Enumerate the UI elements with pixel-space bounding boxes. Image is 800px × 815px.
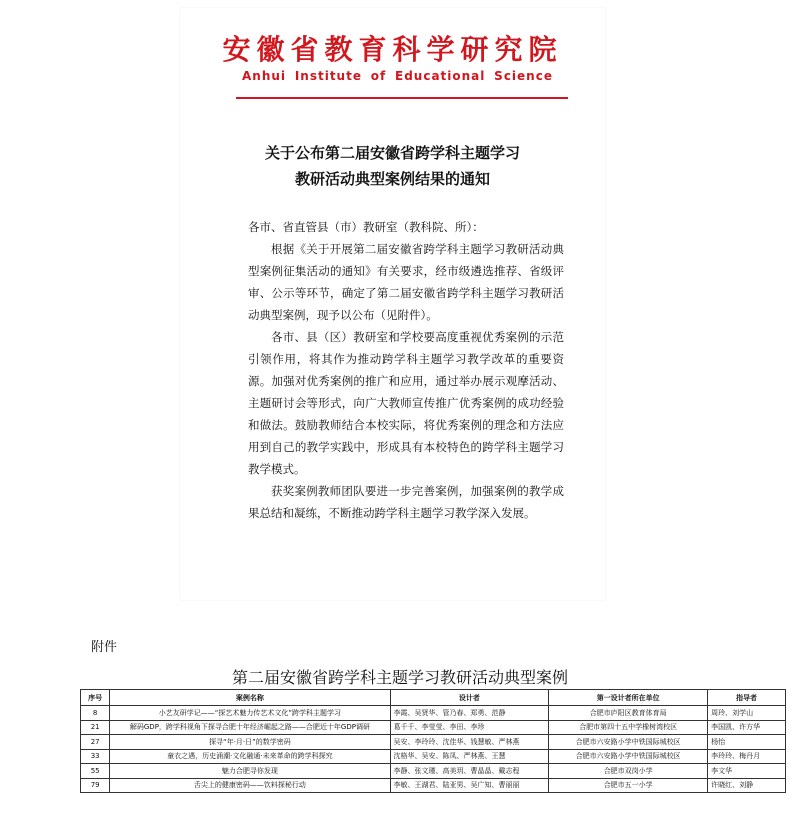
cell-number: 27: [81, 735, 110, 750]
notice-body: [248, 216, 564, 524]
table-row: [81, 749, 786, 764]
cell-designers: 沈格华、吴安、陈凤、严林燕、王慧: [390, 749, 549, 764]
body-paragraph: 根据《关于开展第二届安徽省跨学科主题学习教研活动典型案例征集活动的通知》有关要求，经市级遴选推荐、省级评审、公示等环节，确定了第二届安徽省跨学科主题学习教研活动典型案例，现予以公布（见附件）。: [248, 242, 564, 322]
institute-name-cn: 安徽省教育科学研究院: [222, 33, 563, 66]
institute-en-word: Science: [494, 69, 553, 83]
cell-advisors: 李国凯、许方华: [708, 720, 786, 735]
cell-case-name: 童衣之遇，历史涌潮·文化融通·未来革命的跨学科探究: [110, 749, 390, 764]
body-paragraph: 各市、县（区）教研室和学校要高度重视优秀案例的示范引领作用，将其作为推动跨学科主题学习教学改革的重要资源。加强对优秀案例的推广和应用，通过举办展示观摩活动、主题研讨会等形式，向广大教师宣传推广优秀案例的成功经验和做法。鼓励教师结合本校实际，将优秀案例的理念和方法应用到自己的教学实践中，形成具有本校特色的跨学科主题学习教学模式。: [248, 330, 564, 476]
cases-table: [80, 689, 786, 793]
cell-unit: 合肥市六安路小学中铁国际城校区: [549, 749, 708, 764]
header-number: 序号: [81, 690, 110, 706]
cell-designers: 李霞、吴贤华、管乃春、郑勇、范静: [390, 706, 549, 721]
cell-unit: 合肥市六安路小学中铁国际城校区: [549, 735, 708, 750]
institute-en-word: Institute: [294, 69, 362, 83]
notice-document: [180, 8, 605, 600]
notice-title: [180, 140, 605, 192]
cell-advisors: 李文华: [708, 764, 786, 779]
notice-title-line: 教研活动典型案例结果的通知: [294, 170, 490, 188]
header-advisors: 指导者: [708, 690, 786, 706]
header-case-name: 案例名称: [110, 690, 390, 706]
cell-unit: 合肥市第四十五中学橡树湾校区: [549, 720, 708, 735]
cell-case-name: 小艺友研学记——“探艺术魅力传艺术文化”跨学科主题学习: [110, 706, 390, 721]
institute-en-word: Anhui: [242, 69, 287, 83]
cell-unit: 合肥市五一小学: [549, 778, 708, 793]
table-row: [81, 706, 786, 721]
cell-unit: 合肥市庐阳区教育体育局: [549, 706, 708, 721]
institute-en-word: of: [370, 69, 387, 83]
institute-name-en: [242, 69, 553, 83]
cell-designers: 李敏、王湖君、陆亚男、吴广知、曹丽丽: [390, 778, 549, 793]
table-row: [81, 764, 786, 779]
header-unit: 第一设计者所在单位: [549, 690, 708, 706]
cell-case-name: 魅力合肥寻你发现: [110, 764, 390, 779]
cell-case-name: 探寻“年·月·日”的数学密码: [110, 735, 390, 750]
cell-number: 55: [81, 764, 110, 779]
letterhead-divider: [236, 97, 568, 99]
cell-case-name: 舌尖上的健康密码——饮料探秘行动: [110, 778, 390, 793]
cell-case-name: 解码GDP，跨学科视角下探寻合肥十年经济崛起之路——合肥近十年GDP调研: [110, 720, 390, 735]
cell-advisors: 周玲、刘学山: [708, 706, 786, 721]
cell-advisors: 杨怡: [708, 735, 786, 750]
attachment-label: 附件: [91, 640, 118, 655]
cell-advisors: 许晓红、刘静: [708, 778, 786, 793]
notice-title-line: 关于公布第二届安徽省跨学科主题学习: [264, 144, 520, 162]
table-row: [81, 735, 786, 750]
table-row: [81, 720, 786, 735]
body-paragraph: 获奖案例教师团队要进一步完善案例，加强案例的教学成果总结和凝练，不断推动跨学科主题学习教学深入发展。: [248, 484, 564, 520]
table-header-row: [81, 690, 786, 706]
cell-unit: 合肥市双岗小学: [549, 764, 708, 779]
cell-number: 21: [81, 720, 110, 735]
cell-number: 79: [81, 778, 110, 793]
attachment-table-title: 第二届安徽省跨学科主题学习教研活动典型案例: [231, 668, 568, 687]
cell-designers: 李静、张文瑾、高美玥、曹晶晶、戴志程: [390, 764, 549, 779]
cell-advisors: 李玲玲、梅丹月: [708, 749, 786, 764]
cell-designers: 葛千千、李莹莹、李田、李珍: [390, 720, 549, 735]
cell-number: 33: [81, 749, 110, 764]
salutation: 各市、省直管县（市）教研室（教科院、所）：: [248, 220, 484, 234]
cell-designers: 吴安、李玲玲、沈佳华、钱慧敏、严林燕: [390, 735, 549, 750]
cell-number: 8: [81, 706, 110, 721]
institute-en-word: Educational: [395, 69, 486, 83]
header-designers: 设计者: [390, 690, 549, 706]
table-row: [81, 778, 786, 793]
